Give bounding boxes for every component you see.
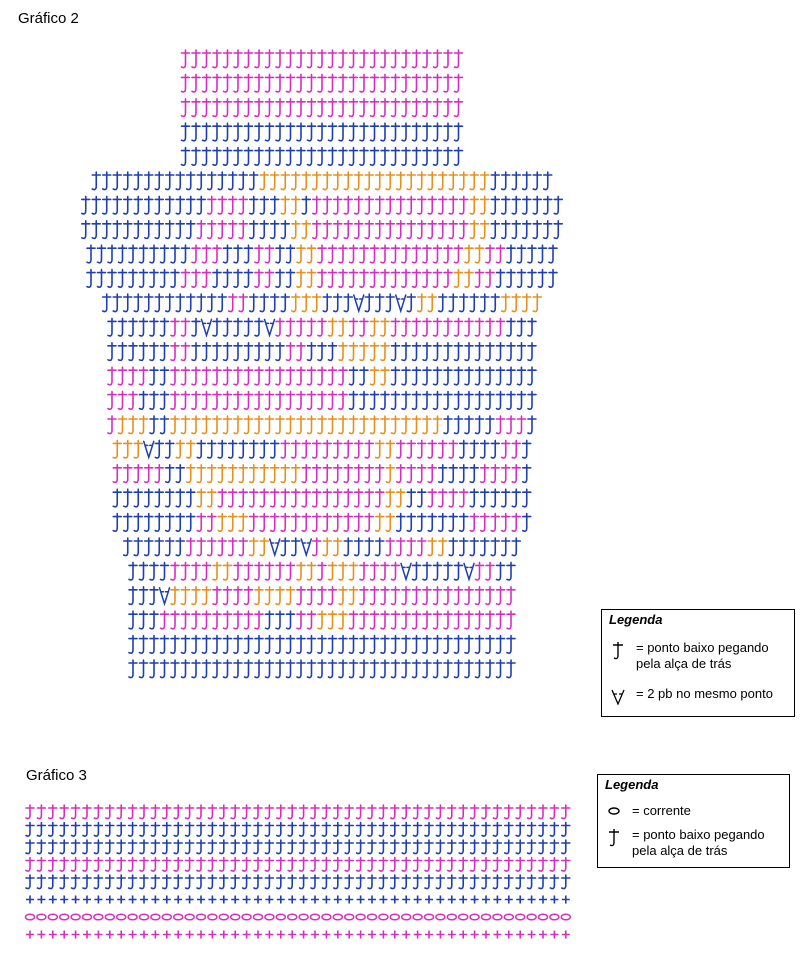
chart-2-row-19 — [113, 489, 531, 507]
chart-3-legend-item-1-text: = corrente — [632, 803, 691, 818]
chart-3-legend-item-2-text: = ponto baixo pegando — [632, 827, 765, 842]
chart-2-legend-item-1-text: = ponto baixo pegando — [636, 640, 769, 655]
chart-2-row-17 — [113, 440, 531, 458]
chart-2-row-9 — [87, 245, 557, 263]
chart-2-row-3 — [182, 99, 463, 117]
chart-2-row-10 — [87, 270, 557, 288]
chart-2-row-20 — [113, 514, 531, 532]
chart-2-row-24 — [129, 611, 515, 629]
chart-3-title: Gráfico 3 — [26, 767, 87, 784]
chart-3-row-6 — [26, 896, 570, 904]
chart-2-row-14 — [108, 367, 536, 385]
chart-2-row-2 — [182, 74, 463, 92]
chart-2-row-6 — [92, 172, 552, 190]
chart-2-row-11 — [103, 294, 542, 312]
chart-3-row-5 — [26, 875, 570, 889]
chart-2-legend-item-1-text-2: pela alça de trás — [636, 656, 732, 671]
corrente-icon — [606, 803, 622, 825]
chart-2-row-21 — [124, 538, 521, 556]
chart-2-row-5 — [182, 148, 463, 166]
chart-3-legend-title: Legenda — [605, 777, 659, 792]
chart-2-row-4 — [182, 123, 463, 141]
chart-2-row-26 — [129, 660, 515, 678]
chart-2-row-16 — [108, 416, 536, 434]
chart-2-legend-title: Legenda — [609, 612, 663, 627]
chart-3-row-4 — [26, 858, 570, 872]
chart-2-row-18 — [113, 465, 531, 483]
ponto-baixo-alca-tras-icon — [610, 640, 626, 662]
chart-3-row-7 — [26, 914, 571, 920]
chart-2-row-1 — [182, 50, 463, 68]
chart-3-row-3 — [26, 840, 570, 854]
chart-2-row-12 — [108, 318, 536, 336]
chart-2-row-25 — [129, 636, 515, 654]
chart-3-legend — [597, 774, 790, 868]
ponto-baixo-alca-tras-icon — [606, 827, 622, 849]
dois-pb-mesmo-ponto-icon — [610, 686, 626, 708]
chart-2-row-7 — [82, 196, 563, 214]
chart-3-row-2 — [26, 823, 570, 837]
chart-2-row-8 — [82, 221, 563, 239]
chart-2-title: Gráfico 2 — [18, 10, 79, 27]
chart-3-legend-item-2-text-2: pela alça de trás — [632, 843, 728, 858]
chart-2-legend — [601, 609, 795, 717]
chart-2-row-22 — [129, 562, 515, 580]
chart-2-row-15 — [108, 392, 536, 410]
chart-2-row-13 — [108, 343, 536, 361]
chart-2-row-23 — [129, 587, 515, 605]
chart-2-legend-item-2-text: = 2 pb no mesmo ponto — [636, 686, 773, 701]
chart-3-row-8 — [26, 931, 570, 939]
chart-3-row-1 — [26, 805, 570, 819]
